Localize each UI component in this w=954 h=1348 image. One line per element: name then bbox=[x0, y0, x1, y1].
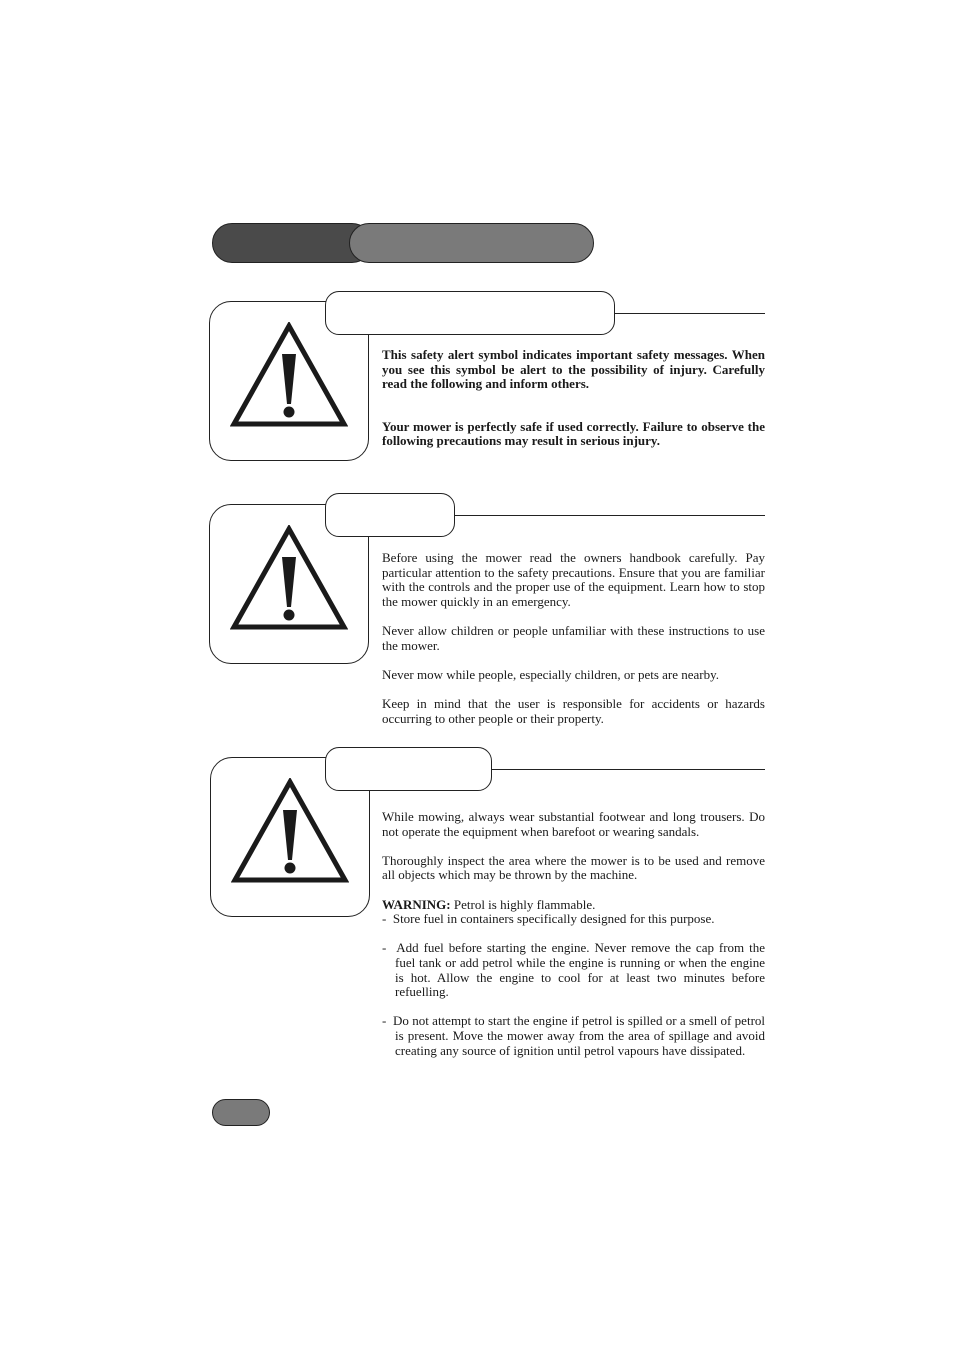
warning-text: Petrol is highly flammable. bbox=[450, 896, 596, 912]
section3-bullet-3 bbox=[382, 1014, 765, 1058]
bullet-marker: - bbox=[382, 1013, 387, 1029]
section3-warning bbox=[382, 898, 765, 913]
header-tab-right bbox=[349, 223, 594, 263]
warning-triangle-icon bbox=[231, 778, 349, 884]
section3-bullet-1 bbox=[382, 912, 765, 927]
section2-title-pill bbox=[325, 493, 455, 537]
section3-paragraph-2: Thoroughly inspect the area where the mower is to be used and remove all objects which may be thrown by the machine. bbox=[382, 852, 765, 883]
section1-rule bbox=[614, 313, 765, 314]
section2-rule bbox=[454, 515, 765, 516]
bullet-text: Do not attempt to start the engine if petrol is spilled or a smell of petrol is present. Move the mower away from the area of spillage and avoid creating any source of ignition until petrol vapours have dissipated. bbox=[393, 1013, 766, 1058]
bullet-text: Add fuel before starting the engine. Never remove the cap from the fuel tank or add petrol while the engine is running or when the engine is hot. Allow the engine to cool for at least two minutes before refuelling. bbox=[395, 940, 765, 1000]
section1-paragraph-1: This safety alert symbol indicates important safety messages. When you see this symbol be alert to the possibility of injury. Carefully read the following and inform others. bbox=[382, 347, 765, 392]
bullet-marker: - bbox=[382, 911, 387, 927]
page-number-pill bbox=[212, 1099, 270, 1126]
section3-bullet-2 bbox=[382, 941, 765, 999]
section2-paragraph-3: Never mow while people, especially children, or pets are nearby. bbox=[382, 666, 720, 682]
warning-label: WARNING: bbox=[382, 896, 451, 912]
header-tab-left bbox=[212, 223, 372, 263]
section1-text bbox=[382, 348, 765, 464]
warning-triangle-icon bbox=[230, 322, 348, 428]
section2-text bbox=[382, 551, 765, 741]
bullet-marker: - bbox=[382, 940, 387, 956]
section2-paragraph-2: Never allow children or people unfamiliar with these instructions to use the mower. bbox=[382, 622, 765, 653]
section3-rule bbox=[491, 769, 765, 770]
section2-paragraph-1: Before using the mower read the owners handbook carefully. Pay particular attention to the safety precautions. Ensure that you are familiar with the controls and the proper use of the equipment. Learn how to stop the mower quickly in an emergency. bbox=[382, 550, 765, 609]
section3-title-pill bbox=[325, 747, 492, 791]
warning-triangle-icon bbox=[230, 525, 348, 631]
bullet-text: Store fuel in containers specifically designed for this purpose. bbox=[392, 911, 715, 927]
section2-paragraph-4: Keep in mind that the user is responsible for accidents or hazards occurring to other people or their property. bbox=[382, 695, 765, 726]
section1-paragraph-2: Your mower is perfectly safe if used correctly. Failure to observe the following precautions may result in serious injury. bbox=[382, 418, 765, 449]
section1-title-pill bbox=[325, 291, 615, 335]
section3-paragraph-1: While mowing, always wear substantial footwear and long trousers. Do not operate the equipment when barefoot or wearing sandals. bbox=[382, 809, 765, 839]
section3-text bbox=[382, 810, 765, 1073]
